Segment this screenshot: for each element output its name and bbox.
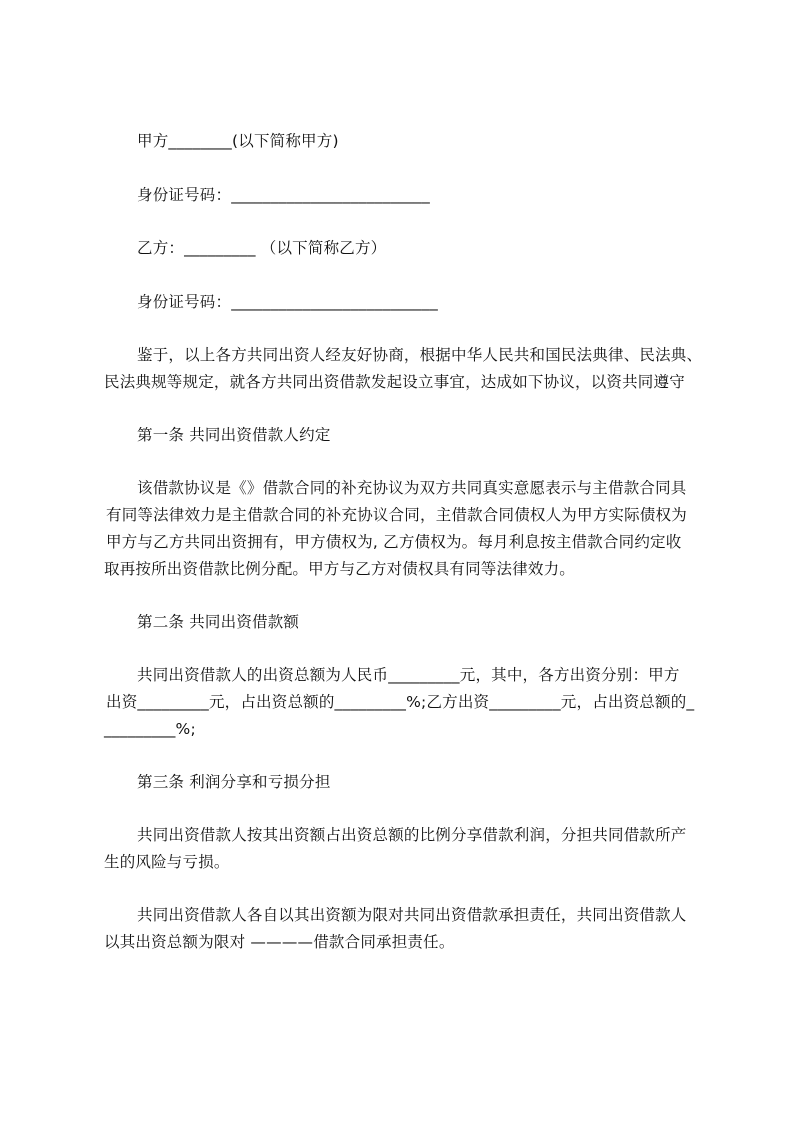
- article-3-para2-line-1: 共同出资借款人各自以其出资额为限对共同出资借款承担责任，共同出资借款人: [137, 906, 687, 924]
- article-3-para1-line-1: 共同出资借款人按其出资额占出资总额的比例分享借款利润，分担共同借款所产: [137, 826, 687, 844]
- article-2-line-2: 出资_________元，占出资总额的_________%;乙方出资_________元，占出资总额的_: [106, 693, 695, 711]
- article-2-line-1: 共同出资借款人的出资总额为人民币_________元，其中，各方出资分别：甲方: [137, 666, 680, 684]
- article-1-line-3: 甲方与乙方共同出资拥有，甲方债权为, 乙方债权为。每月利息按主借款合同约定收: [106, 533, 682, 551]
- article-3-para2-line-2: 以其出资总额为限对 ————借款合同承担责任。: [104, 933, 455, 951]
- party-b-id-line: 身份证号码：__________________________: [137, 293, 438, 311]
- article-1-line-2: 有同等法律效力是主借款合同的补充协议合同，主借款合同债权人为甲方实际债权为: [106, 506, 687, 524]
- preamble-line-1: 鉴于，以上各方共同出资人经友好协商，根据中华人民共和国民法典律、民法典、: [137, 346, 703, 364]
- article-3-para1-line-2: 生的风险与亏损。: [104, 853, 230, 871]
- article-2-line-3: _________%;: [104, 720, 196, 738]
- article-1-line-4: 取再按所出资借款比例分配。甲方与乙方对债权具有同等法律效力。: [104, 560, 576, 578]
- article-1-heading: 第一条 共同出资借款人约定: [137, 426, 331, 444]
- article-3-heading: 第三条 利润分享和亏损分担: [137, 773, 331, 791]
- party-b-line: 乙方：_________ （以下简称乙方）: [137, 239, 387, 257]
- party-a-id-line: 身份证号码：_________________________: [137, 186, 430, 204]
- party-a-line: 甲方________(以下简称甲方): [137, 132, 339, 150]
- preamble-line-2: 民法典规等规定，就各方共同出资借款发起设立事宜，达成如下协议，以资共同遵守: [104, 373, 685, 391]
- article-1-line-1: 该借款协议是《》借款合同的补充协议为双方共同真实意愿表示与主借款合同具: [137, 479, 687, 497]
- article-2-heading: 第二条 共同出资借款额: [137, 613, 300, 631]
